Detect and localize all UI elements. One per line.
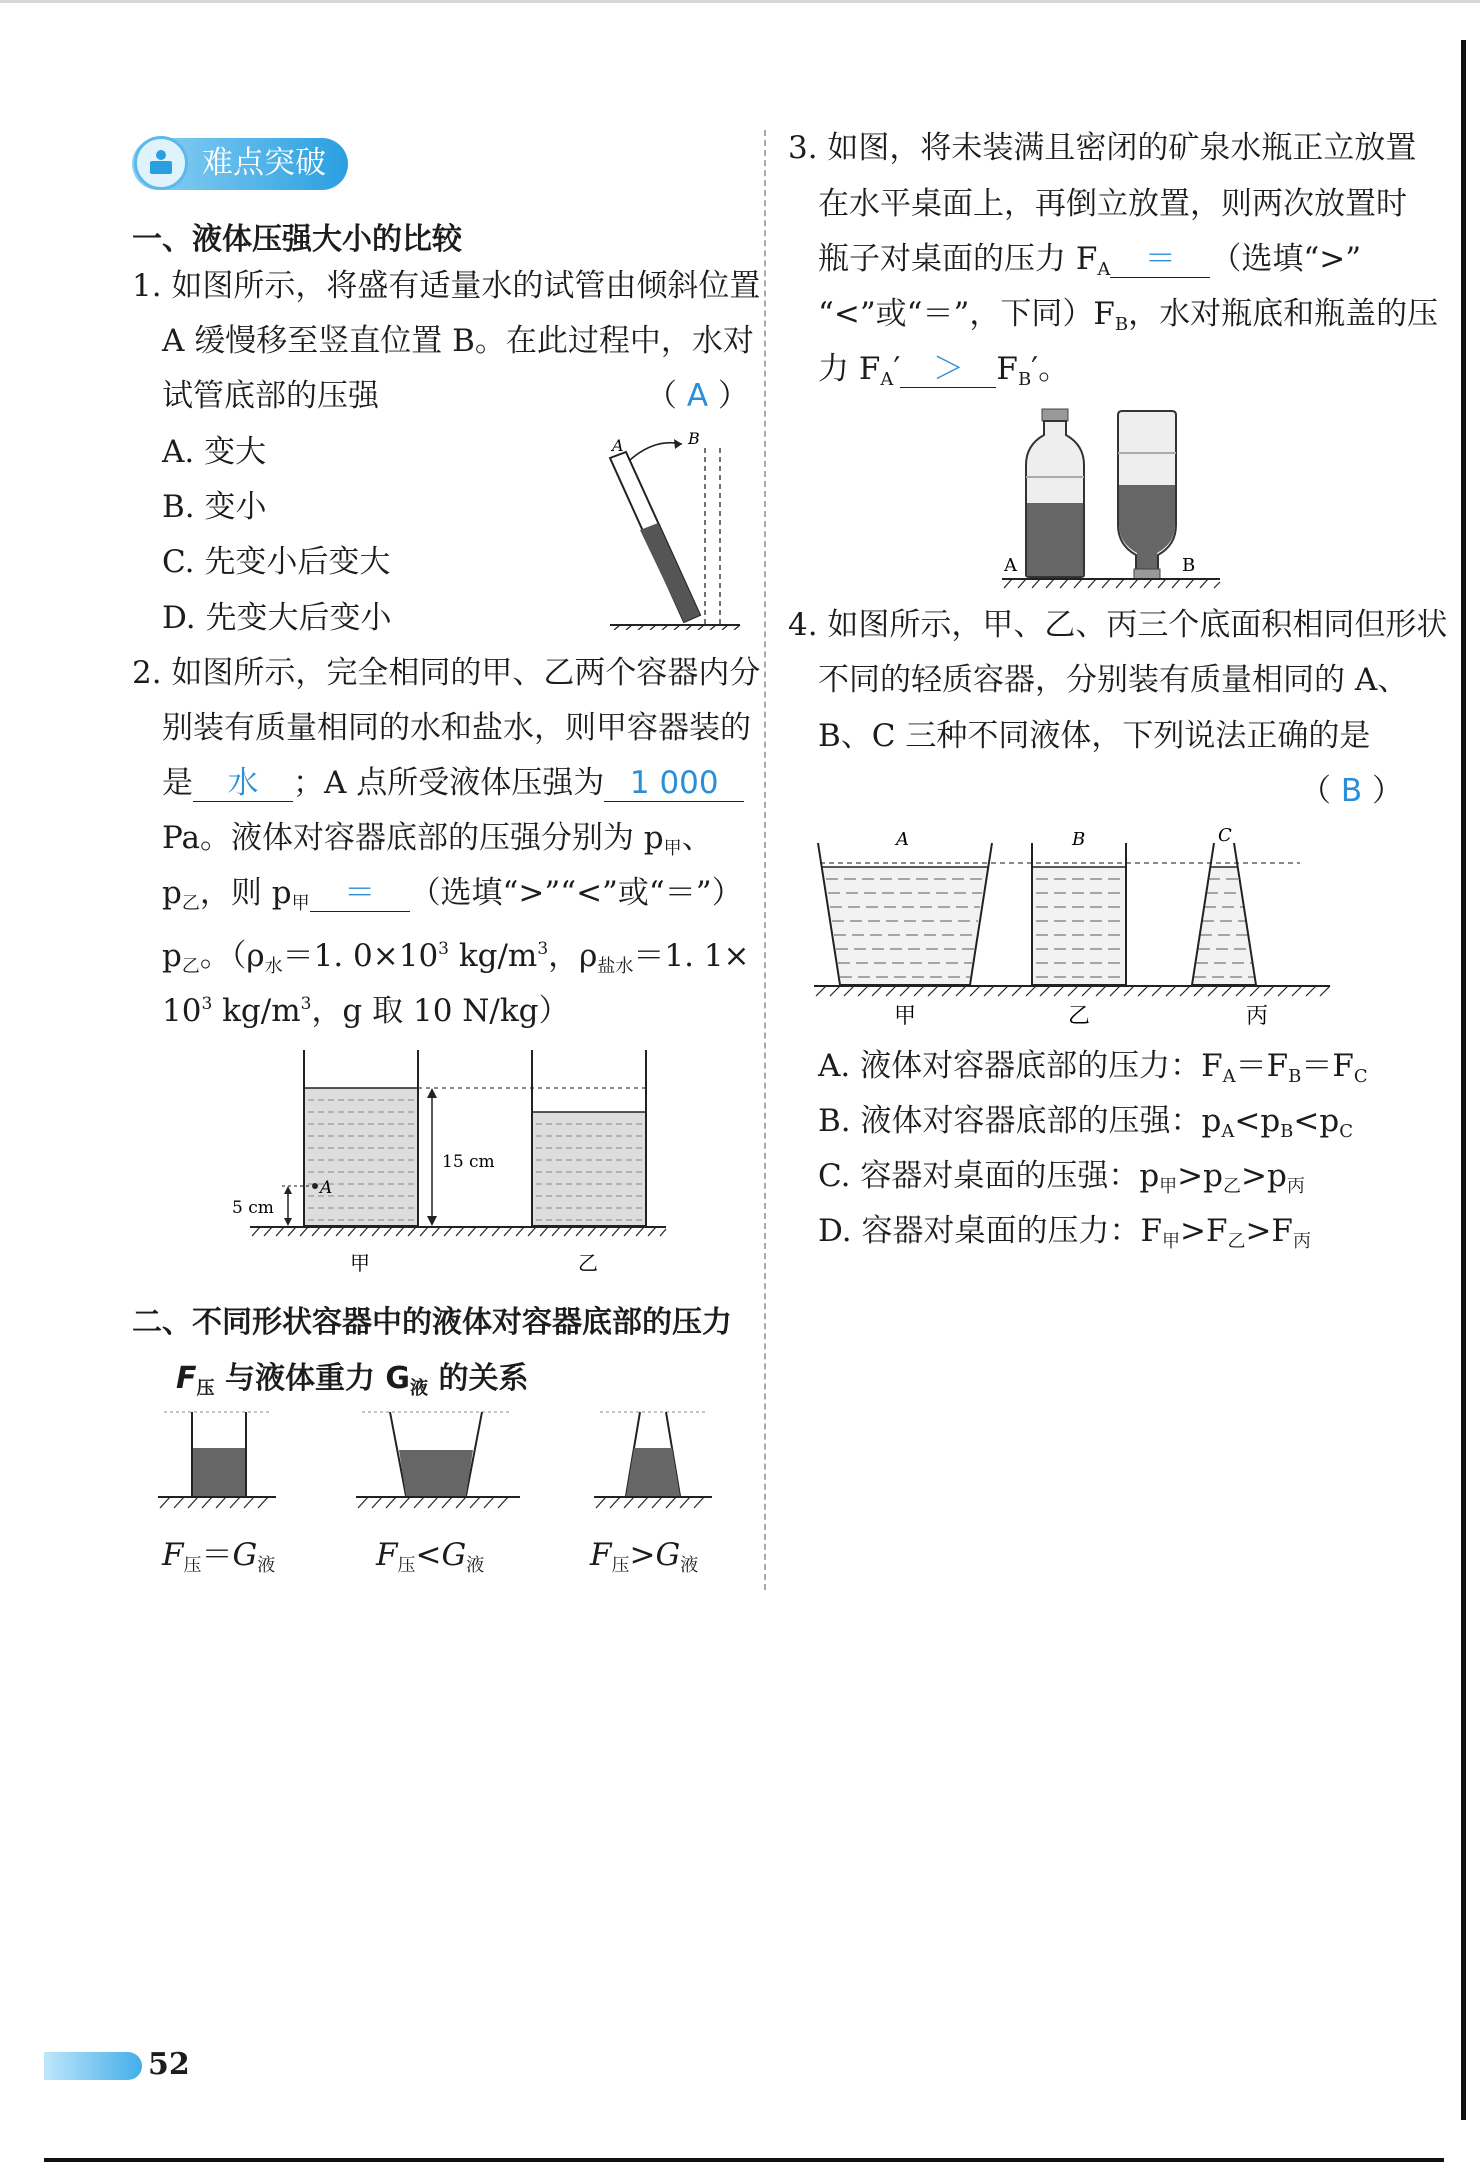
q2-line6-sup2: 3	[537, 939, 549, 959]
q4-option-d-s1: 甲	[1161, 1231, 1180, 1252]
q4-option-c-s1: 甲	[1159, 1176, 1178, 1197]
q2-line5	[162, 873, 743, 924]
q4-containers-figure	[810, 825, 1360, 1030]
page-number-bar	[44, 2052, 142, 2080]
q3-line3	[818, 239, 1361, 290]
column-divider	[764, 130, 766, 1590]
q1-test-tube-figure	[600, 430, 750, 630]
q3-line1: 3. 如图，将未装满且密闭的矿泉水瓶正立放置	[788, 130, 1417, 166]
q2-line1: 2. 如图所示，完全相同的甲、乙两个容器内分	[132, 655, 761, 691]
q4-option-c-text: C. 容器对桌面的压强：p	[818, 1158, 1160, 1194]
relation-equal	[162, 1535, 275, 1586]
q4-label-a: A	[896, 829, 909, 850]
part2-heading-end: 的关系	[428, 1361, 529, 1396]
q4-option-c	[818, 1156, 1305, 1207]
relation-greater-f-sub: 压	[611, 1555, 630, 1576]
q2-line6-a: 。（ρ	[199, 938, 265, 974]
q2-line6-sub: 乙	[181, 956, 200, 977]
q3-line5-sub2: B	[1017, 369, 1032, 390]
q2-line4	[162, 818, 713, 869]
q2-answer3: ＝	[344, 875, 376, 911]
relation-equal-f-sub: 压	[183, 1555, 202, 1576]
q4-label-c: C	[1218, 825, 1232, 846]
q2-line7-c: ，g 取 10 N/kg）	[311, 993, 570, 1029]
q1-label-a: A	[612, 436, 624, 455]
q4-option-a-m2: ＝F	[1301, 1048, 1354, 1084]
q2-line4-sub: 甲	[663, 838, 682, 859]
q4-option-d	[818, 1211, 1311, 1262]
q3-line4-sub: B	[1114, 314, 1129, 335]
q2-line6-b: ＝1. 0×10	[282, 938, 439, 974]
q2-line4-end: 、	[681, 820, 713, 856]
q2-line6-sub-water: 水	[264, 956, 283, 977]
relation-greater-f: F	[590, 1537, 612, 1573]
q3-line5-c: ′。	[1031, 351, 1070, 387]
q3-line5-b: F	[996, 351, 1018, 387]
q1-line3: 试管底部的压强	[162, 378, 379, 414]
q3-line3-b: （选填“>”	[1210, 241, 1362, 277]
q4-line3: B、C 三种不同液体，下列说法正确的是	[818, 718, 1371, 754]
q3-line5	[818, 349, 1069, 400]
q3-line3-sub: A	[1097, 259, 1111, 280]
q2-answer1: 水	[227, 765, 259, 801]
q2-line6-e: ＝1. 1×	[633, 938, 750, 974]
relation-greater	[590, 1535, 698, 1586]
q4-label-yi: 乙	[1068, 1004, 1091, 1029]
q1-line1: 1. 如图所示，将盛有适量水的试管由倾斜位置	[132, 268, 761, 304]
q2-point-a-label: A	[320, 1178, 333, 1198]
q3-line2: 在水平桌面上，再倒立放置，则两次放置时	[818, 186, 1407, 222]
q1-option-a: A. 变大	[162, 434, 267, 470]
q4-option-a-s1: A	[1222, 1066, 1236, 1087]
relation-equal-op: ＝	[201, 1537, 233, 1573]
q1-line2: A 缓慢移至竖直位置 B。在此过程中，水对	[162, 323, 754, 359]
part2-heading-f: F	[176, 1361, 197, 1396]
q2-height-label: 15 cm	[442, 1152, 495, 1172]
q2-line7	[162, 984, 570, 1031]
q2-depth-label: 5 cm	[232, 1198, 274, 1218]
q4-option-a-text: A. 液体对容器底部的压力：F	[818, 1048, 1223, 1084]
part2-heading-line2	[176, 1353, 528, 1400]
q4-option-d-m1: >F	[1179, 1213, 1228, 1249]
q2-line5-sub2: 甲	[291, 893, 310, 914]
q3-line5-a: 力 F	[818, 351, 881, 387]
q4-option-a-s3: C	[1353, 1066, 1368, 1087]
q4-answer: B	[1340, 773, 1363, 809]
q2-line6-p: p	[162, 938, 182, 974]
part2-heading-f-sub: 压	[196, 1378, 215, 1399]
q2-line3-mid: ；A 点所受液体压强为	[293, 765, 605, 801]
q4-option-d-s3: 丙	[1292, 1231, 1311, 1252]
q3-line4-a: “<”或“＝”，下同）F	[818, 296, 1115, 332]
q4-label-jia: 甲	[894, 1004, 917, 1029]
q4-option-d-m2: >F	[1245, 1213, 1293, 1249]
q3-line4	[818, 294, 1438, 345]
q4-option-b	[818, 1101, 1353, 1152]
q1-answer-bracket: （ A ）	[646, 378, 749, 414]
q2-line6-sup1: 3	[438, 939, 449, 959]
q1-option-d: D. 先变大后变小	[162, 600, 392, 636]
page-right-edge	[1461, 40, 1466, 2120]
q3-bottles-figure	[990, 405, 1230, 590]
q3-label-b: B	[1182, 555, 1196, 576]
q4-option-b-s3: C	[1339, 1121, 1354, 1142]
q4-label-bing: 丙	[1246, 1004, 1269, 1029]
q3-answer2: ＞	[932, 351, 964, 387]
q2-line4-text: Pa。液体对容器底部的压强分别为 p	[162, 820, 664, 856]
q4-line2: 不同的轻质容器，分别装有质量相同的 A、	[818, 662, 1409, 698]
page-bottom-edge	[44, 2158, 1444, 2162]
q4-option-d-s2: 乙	[1227, 1231, 1246, 1252]
part2-heading-mid: 与液体重力 G	[214, 1361, 411, 1396]
book-icon	[134, 136, 188, 190]
q4-option-d-text: D. 容器对桌面的压力：F	[818, 1213, 1162, 1249]
q2-line7-sup2: 3	[300, 994, 312, 1014]
q4-option-b-m2: <p	[1293, 1103, 1340, 1139]
q3-line5-prime: ′	[893, 351, 901, 387]
q2-label-yi: 乙	[578, 1251, 598, 1275]
q2-line7-a: 10	[162, 993, 202, 1029]
q2-line6-sub-salt: 盐水	[597, 956, 634, 977]
q4-option-c-m1: >p	[1177, 1158, 1223, 1194]
q4-option-a-s2: B	[1288, 1066, 1302, 1087]
relation-greater-op: >	[629, 1537, 656, 1573]
part2-heading: 二、不同形状容器中的液体对容器底部的压力	[132, 1305, 732, 1340]
q4-option-c-m2: >p	[1241, 1158, 1287, 1194]
q3-line3-a: 瓶子对桌面的压力 F	[818, 241, 1098, 277]
q4-option-b-s1: A	[1221, 1121, 1235, 1142]
q3-line4-b: ，水对瓶底和瓶盖的压	[1128, 296, 1439, 332]
relation-equal-g-sub: 液	[257, 1555, 276, 1576]
q4-answer-bracket: （ B ）	[1300, 773, 1403, 809]
q4-option-c-s3: 丙	[1286, 1176, 1305, 1197]
q2-line3	[162, 763, 744, 803]
q2-line6-d: ，ρ	[548, 938, 598, 974]
page-top-edge	[0, 0, 1480, 3]
q4-option-b-text: B. 液体对容器底部的压强：p	[818, 1103, 1222, 1139]
relation-less-g-sub: 液	[466, 1555, 485, 1576]
q4-option-a	[818, 1046, 1368, 1097]
q3-line5-sub1: A	[880, 369, 894, 390]
q4-option-b-s2: B	[1280, 1121, 1294, 1142]
part2-shapes-figure	[150, 1400, 730, 1520]
q2-line6-c: kg/m	[449, 938, 538, 974]
q4-label-b: B	[1072, 829, 1086, 850]
q2-line7-b: kg/m	[212, 993, 301, 1029]
section-title: 难点突破	[202, 145, 326, 181]
q2-line5-sub1: 乙	[181, 893, 200, 914]
q1-option-c: C. 先变小后变大	[162, 544, 391, 580]
q2-containers-figure	[220, 1040, 680, 1280]
q2-line5-end: （选填“>”“<”或“＝”）	[409, 875, 743, 911]
q4-option-c-s2: 乙	[1223, 1176, 1241, 1197]
q3-label-a: A	[1004, 555, 1017, 576]
relation-equal-f: F	[162, 1537, 184, 1573]
part1-heading: 一、液体压强大小的比较	[132, 222, 462, 257]
q2-line5-p: p	[162, 875, 182, 911]
relation-less-g: G	[441, 1537, 467, 1573]
q2-line5-mid: ，则 p	[199, 875, 292, 911]
relation-less-f: F	[376, 1537, 398, 1573]
q2-line6	[162, 929, 750, 987]
relation-greater-g: G	[655, 1537, 681, 1573]
relation-less	[376, 1535, 484, 1586]
q1-label-b: B	[688, 430, 700, 448]
q1-option-b: B. 变小	[162, 489, 267, 525]
q2-line2: 别装有质量相同的水和盐水，则甲容器装的	[162, 710, 751, 746]
relation-less-op: <	[415, 1537, 442, 1573]
part2-heading-g-sub: 液	[410, 1378, 429, 1399]
q2-answer2: 1 000	[629, 765, 719, 801]
q2-label-jia: 甲	[350, 1251, 370, 1275]
q2-line3-pre: 是	[162, 765, 193, 801]
page-number: 52	[148, 2047, 190, 2082]
relation-equal-g: G	[232, 1537, 258, 1573]
q1-answer: A	[686, 378, 709, 414]
q4-line1: 4. 如图所示，甲、乙、丙三个底面积相同但形状	[788, 607, 1448, 643]
relation-greater-g-sub: 液	[680, 1555, 699, 1576]
q4-option-b-m1: <p	[1234, 1103, 1281, 1139]
q2-line7-sup1: 3	[201, 994, 213, 1014]
relation-less-f-sub: 压	[397, 1555, 416, 1576]
q3-answer1: ＝	[1144, 241, 1176, 277]
q4-option-a-m1: ＝F	[1235, 1048, 1289, 1084]
